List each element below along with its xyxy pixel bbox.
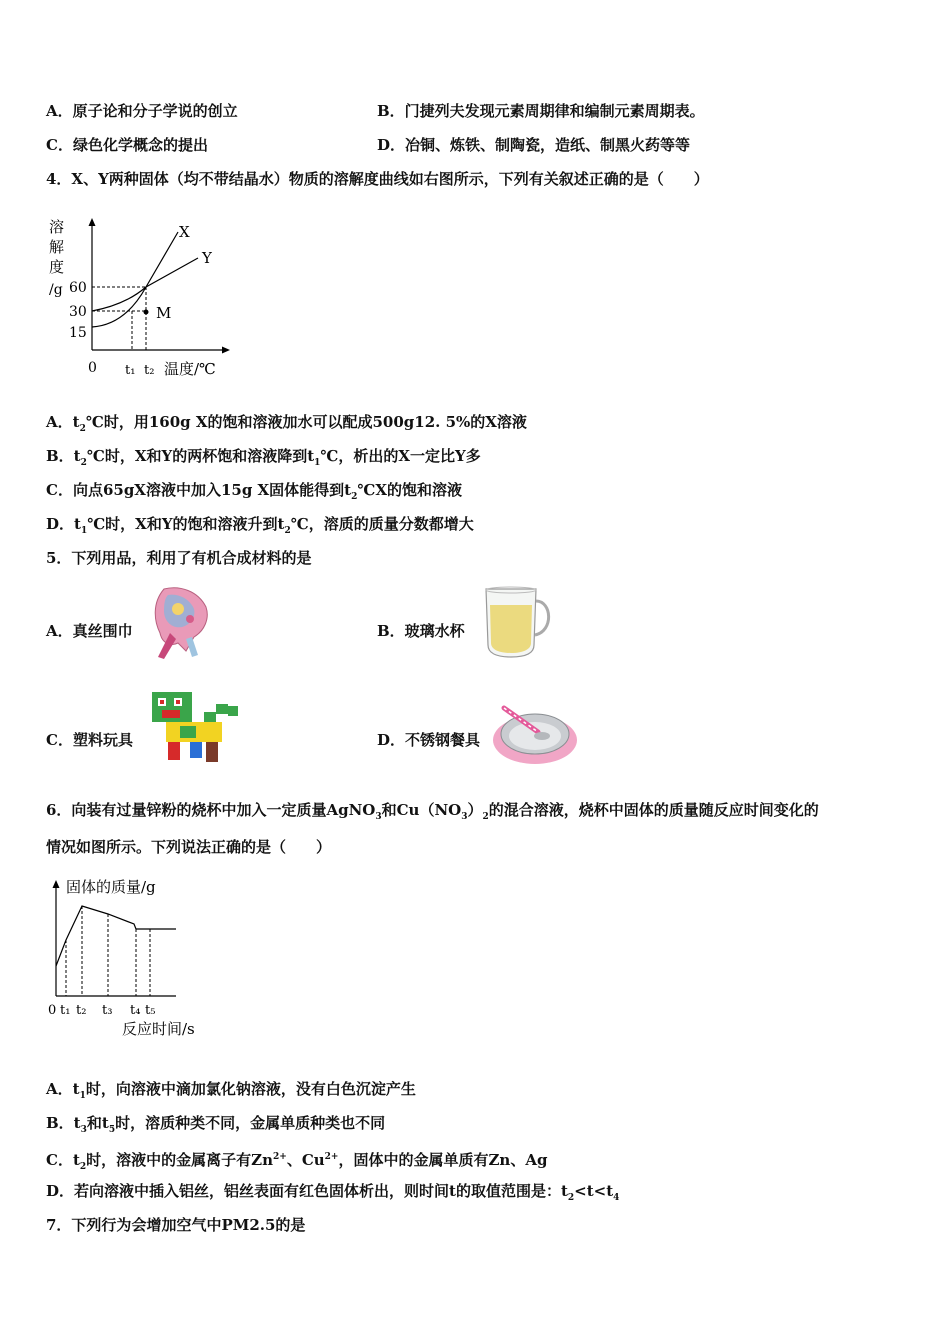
curve-x-label: X: [179, 223, 190, 241]
y-axis-arrow: [89, 218, 96, 226]
q6-c-post: ，固体中的金属单质有Zn、Ag: [338, 1151, 548, 1169]
q5-option-c: C．塑料玩具: [46, 731, 133, 749]
q6-b-sub1: 3: [80, 1125, 87, 1135]
q4-c-post: ℃X的饱和溶液: [357, 481, 462, 499]
x-axis-label: 反应时间/s: [122, 1020, 195, 1038]
q4-b-post: ℃，析出的X一定比Y多: [320, 447, 481, 465]
point-m-label: M: [156, 304, 172, 322]
q4-c-pre: C．向点65gX溶液中加入15g X固体能得到t: [46, 481, 352, 499]
y-axis-arrow: [53, 880, 60, 888]
curve-y-label: Y: [202, 249, 212, 267]
q4-b-mid: ℃时，X和Y的两杯饱和溶液降到t: [86, 447, 315, 465]
q6-c-mid: 时，溶液中的金属离子有Zn: [86, 1151, 273, 1169]
x-tick-t1: t₁: [60, 1003, 71, 1018]
q6-b-mid: 和t: [86, 1114, 109, 1132]
point-m: [144, 310, 149, 315]
q6-d-pre: D．若向溶液中插入铝丝，铝丝表面有红色固体析出，则时间t的取值范围是：t: [46, 1182, 568, 1200]
q5-option-b: B．玻璃水杯: [377, 622, 465, 640]
curve-y: [92, 258, 198, 311]
q7-stem: 7．下列行为会增加空气中PM2.5的是: [46, 1216, 306, 1234]
q6-stem-line2: 情况如图所示。下列说法正确的是（ ）: [46, 838, 332, 856]
q6-option-d: [46, 1181, 619, 1208]
q6-d-sub2: 4: [613, 1193, 620, 1203]
q4-d-sub1: 1: [80, 526, 88, 536]
solid-mass-chart: [44, 872, 214, 1044]
y-tick-60: 60: [69, 280, 87, 296]
q6-c-mid2: 、Cu: [286, 1151, 325, 1169]
q3-option-c: C．绿色化学概念的提出: [46, 136, 208, 154]
q6-stem-line1: [46, 800, 819, 827]
q3-option-a: A．原子论和分子学说的创立: [46, 102, 238, 120]
q6-d-sub1: 2: [567, 1193, 575, 1203]
y-label-char-3: 度: [49, 258, 65, 276]
q5-stem: 5．下列用品，利用了有机合成材料的是: [46, 549, 312, 567]
q6-a-sub: 1: [79, 1091, 86, 1101]
y-label-char-1: 溶: [49, 218, 65, 236]
silk-scarf-image: [150, 583, 212, 661]
q6-c-sup2: 2+: [324, 1152, 339, 1162]
q6-stem-sub2: 3: [461, 812, 468, 822]
q6-c-sub: 2: [79, 1162, 87, 1172]
q4-option-b: [46, 446, 481, 473]
q4-option-a: [46, 412, 527, 439]
origin-label: 0: [48, 1003, 57, 1018]
q4-c-sub: 2: [351, 492, 358, 502]
q4-d-sub2: 2: [284, 526, 291, 536]
y-label-char-4: /g: [49, 282, 63, 298]
q6-c-sup1: 2+: [273, 1152, 287, 1162]
x-tick-t5: t₅: [145, 1003, 156, 1018]
plastic-toy-image: [144, 688, 242, 766]
x-tick-t3: t₃: [102, 1003, 113, 1018]
x-tick-t2: t₂: [144, 363, 155, 378]
steel-tableware-image: [490, 700, 580, 768]
q6-c-pre: C．t: [46, 1151, 80, 1169]
q6-stem-mid: 和Cu（NO: [381, 801, 462, 819]
q4-b-sub2: 1: [314, 458, 321, 468]
q4-d-post: ℃，溶质的质量分数都增大: [290, 515, 474, 533]
y-axis-label: 固体的质量/g: [66, 878, 156, 896]
q6-stem-sub1: 3: [375, 812, 382, 822]
q4-b-sub1: 2: [80, 458, 87, 468]
origin-label: 0: [88, 360, 97, 376]
q4-a-post: ℃时，用160g X的饱和溶液加水可以配成500g12. 5%的X溶液: [85, 413, 527, 431]
q4-a-sub: 2: [79, 424, 86, 434]
q3-option-d: D．冶铜、炼铁、制陶瓷，造纸、制黑火药等等: [377, 136, 691, 154]
q4-d-mid: ℃时，X和Y的饱和溶液升到t: [87, 515, 285, 533]
q5-option-a: A．真丝围巾: [46, 622, 133, 640]
y-tick-15: 15: [69, 325, 87, 341]
q4-d-pre: D．t: [46, 515, 81, 533]
q6-option-a: [46, 1079, 416, 1106]
q6-b-post: 时，溶质种类不同，金属单质种类也不同: [115, 1114, 386, 1132]
q5-option-d: D．不锈钢餐具: [377, 731, 481, 749]
q6-a-pre: A．t: [46, 1080, 80, 1098]
q3-option-b: B．门捷列夫发现元素周期律和编制元素周期表。: [377, 102, 705, 120]
q6-stem-sub3: 2: [482, 812, 489, 822]
q4-a-pre: A．t: [46, 413, 80, 431]
q6-stem-mid2: ）: [467, 801, 483, 819]
q6-b-pre: B．t: [46, 1114, 81, 1132]
y-tick-30: 30: [69, 304, 87, 320]
x-tick-t4: t₄: [130, 1003, 141, 1018]
q6-b-sub2: 5: [108, 1125, 116, 1135]
x-axis-arrow: [222, 347, 230, 354]
q4-b-pre: B．t: [46, 447, 81, 465]
solubility-chart: [40, 210, 240, 385]
q6-option-b: [46, 1113, 385, 1140]
q6-stem-pre: 6．向装有过量锌粉的烧杯中加入一定质量AgNO: [46, 801, 376, 819]
q6-d-mid: <t<t: [574, 1182, 614, 1200]
x-axis-label: 温度/℃: [164, 360, 216, 378]
q4-stem: 4．X、Y两种固体（均不带结晶水）物质的溶解度曲线如右图所示，下列有关叙述正确的是（ ）: [46, 170, 709, 188]
q4-option-c: [46, 480, 462, 507]
q4-option-d: [46, 514, 474, 541]
x-tick-t1: t₁: [125, 363, 136, 378]
glass-cup-image: [480, 583, 556, 661]
x-tick-t2: t₂: [76, 1003, 87, 1018]
y-label-char-2: 解: [49, 238, 65, 256]
q6-a-post: 时，向溶液中滴加氯化钠溶液，没有白色沉淀产生: [85, 1080, 416, 1098]
mass-curve: [56, 906, 176, 966]
q6-stem-post: 的混合溶液，烧杯中固体的质量随反应时间变化的: [488, 801, 819, 819]
q6-option-c: [46, 1147, 547, 1177]
